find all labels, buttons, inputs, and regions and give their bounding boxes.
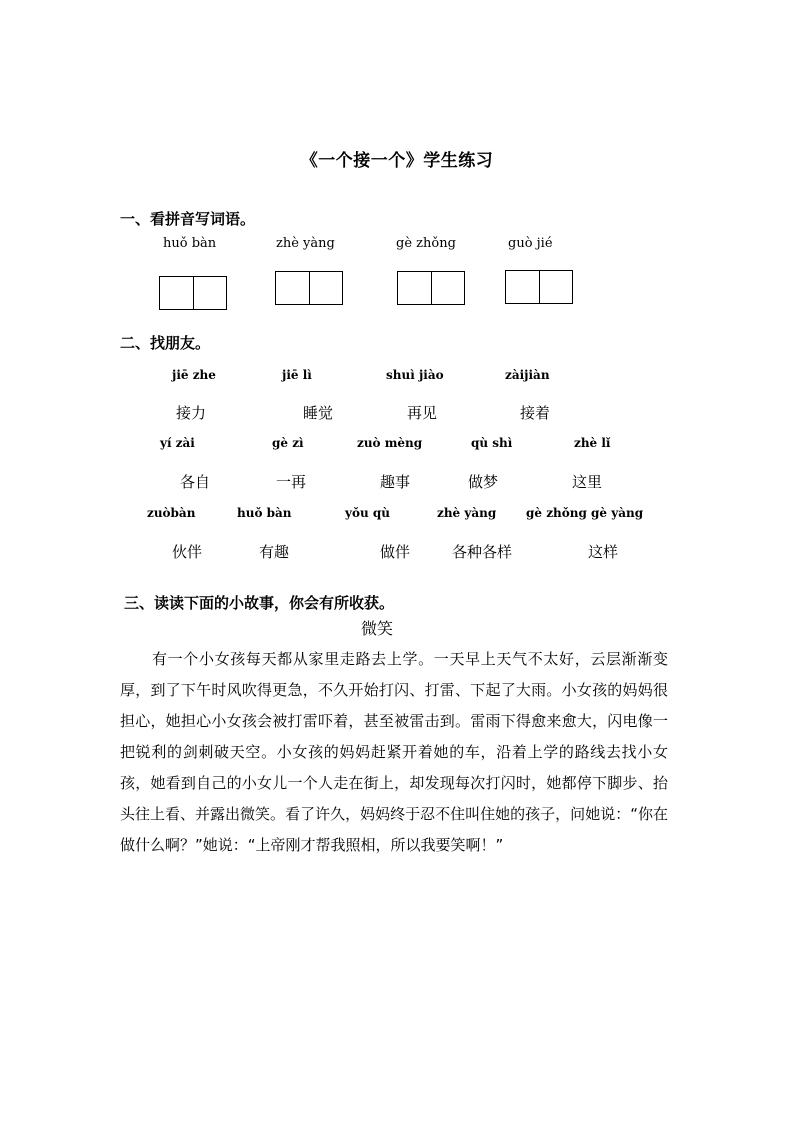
- story-title: 微笑: [360, 619, 393, 638]
- writing-box-1[interactable]: [159, 276, 227, 310]
- row3-word-2: 有趣: [259, 543, 290, 561]
- row1-pinyin-4: zàijiàn: [505, 368, 550, 382]
- pinyin-3: gè zhǒng: [396, 236, 456, 251]
- row3-pinyin-5: gè zhǒng gè yàng: [526, 506, 644, 520]
- row1-pinyin-2: jiē lì: [282, 368, 312, 382]
- row3-word-5: 这样: [588, 543, 619, 561]
- row2-word-4: 做梦: [468, 473, 499, 491]
- pinyin-1: huǒ bàn: [163, 236, 217, 251]
- row3-pinyin-1: zuòbàn: [147, 506, 196, 520]
- row3-pinyin-4: zhè yàng: [437, 506, 497, 520]
- row1-word-2: 睡觉: [303, 404, 334, 422]
- row2-pinyin-5: zhè lǐ: [574, 436, 611, 450]
- section-1-heading: 一、看拼音写词语。: [120, 210, 256, 228]
- row2-word-3: 趣事: [380, 473, 411, 491]
- row1-pinyin-3: shuì jiào: [386, 368, 444, 382]
- row2-pinyin-2: gè zì: [272, 436, 304, 450]
- row3-pinyin-3: yǒu qù: [345, 506, 390, 520]
- row2-pinyin-3: zuò mèng: [357, 436, 423, 450]
- row1-word-4: 接着: [520, 404, 551, 422]
- section-3-heading: 三、读读下面的小故事，你会有所收获。: [124, 594, 395, 612]
- pinyin-2: zhè yàng: [276, 236, 335, 251]
- row1-word-3: 再见: [407, 404, 438, 422]
- pinyin-4: guò jié: [508, 236, 553, 251]
- row1-word-1: 接力: [176, 404, 207, 422]
- row2-word-5: 这里: [572, 473, 603, 491]
- section-2-heading: 二、找朋友。: [120, 334, 211, 352]
- writing-box-4[interactable]: [505, 270, 573, 304]
- row3-word-3: 做伴: [380, 543, 411, 561]
- story-paragraph: 有一个小女孩每天都从家里走路去上学。一天早上天气不太好，云层渐渐变厚，到了下午时风吹得更急，不久开始打闪、打雷、下起了大雨。小女孩的妈妈很担心，她担心小女孩会被打雷吓着，甚至被雷击到。雷雨下得愈来愈大，闪电像一把锐利的剑刺破天空。小女孩的妈妈赶紧开着她的车，沿着上学的路线去找小女孩，她看到自己的小女儿一个人走在街上，却发现每次打闪时，她都停下脚步、抬头往上看、并露出微笑。看了许久，妈妈终于忍不住叫住她的孩子，问她说：“你在做什么啊？”她说：“上帝刚才帮我照相，所以我要笑啊！”: [120, 650, 668, 854]
- row3-pinyin-2: huǒ bàn: [237, 506, 292, 520]
- writing-box-2[interactable]: [275, 271, 343, 305]
- row3-word-1: 伙伴: [172, 543, 203, 561]
- row2-pinyin-1: yí zài: [160, 436, 195, 450]
- row2-word-2: 一再: [276, 473, 307, 491]
- writing-box-3[interactable]: [397, 271, 465, 305]
- row1-pinyin-1: jiē zhe: [172, 368, 216, 382]
- page-title: 《一个接一个》学生练习: [300, 151, 494, 171]
- row2-pinyin-4: qù shì: [471, 436, 513, 450]
- row3-word-4: 各种各样: [452, 543, 513, 561]
- row2-word-1: 各自: [180, 473, 211, 491]
